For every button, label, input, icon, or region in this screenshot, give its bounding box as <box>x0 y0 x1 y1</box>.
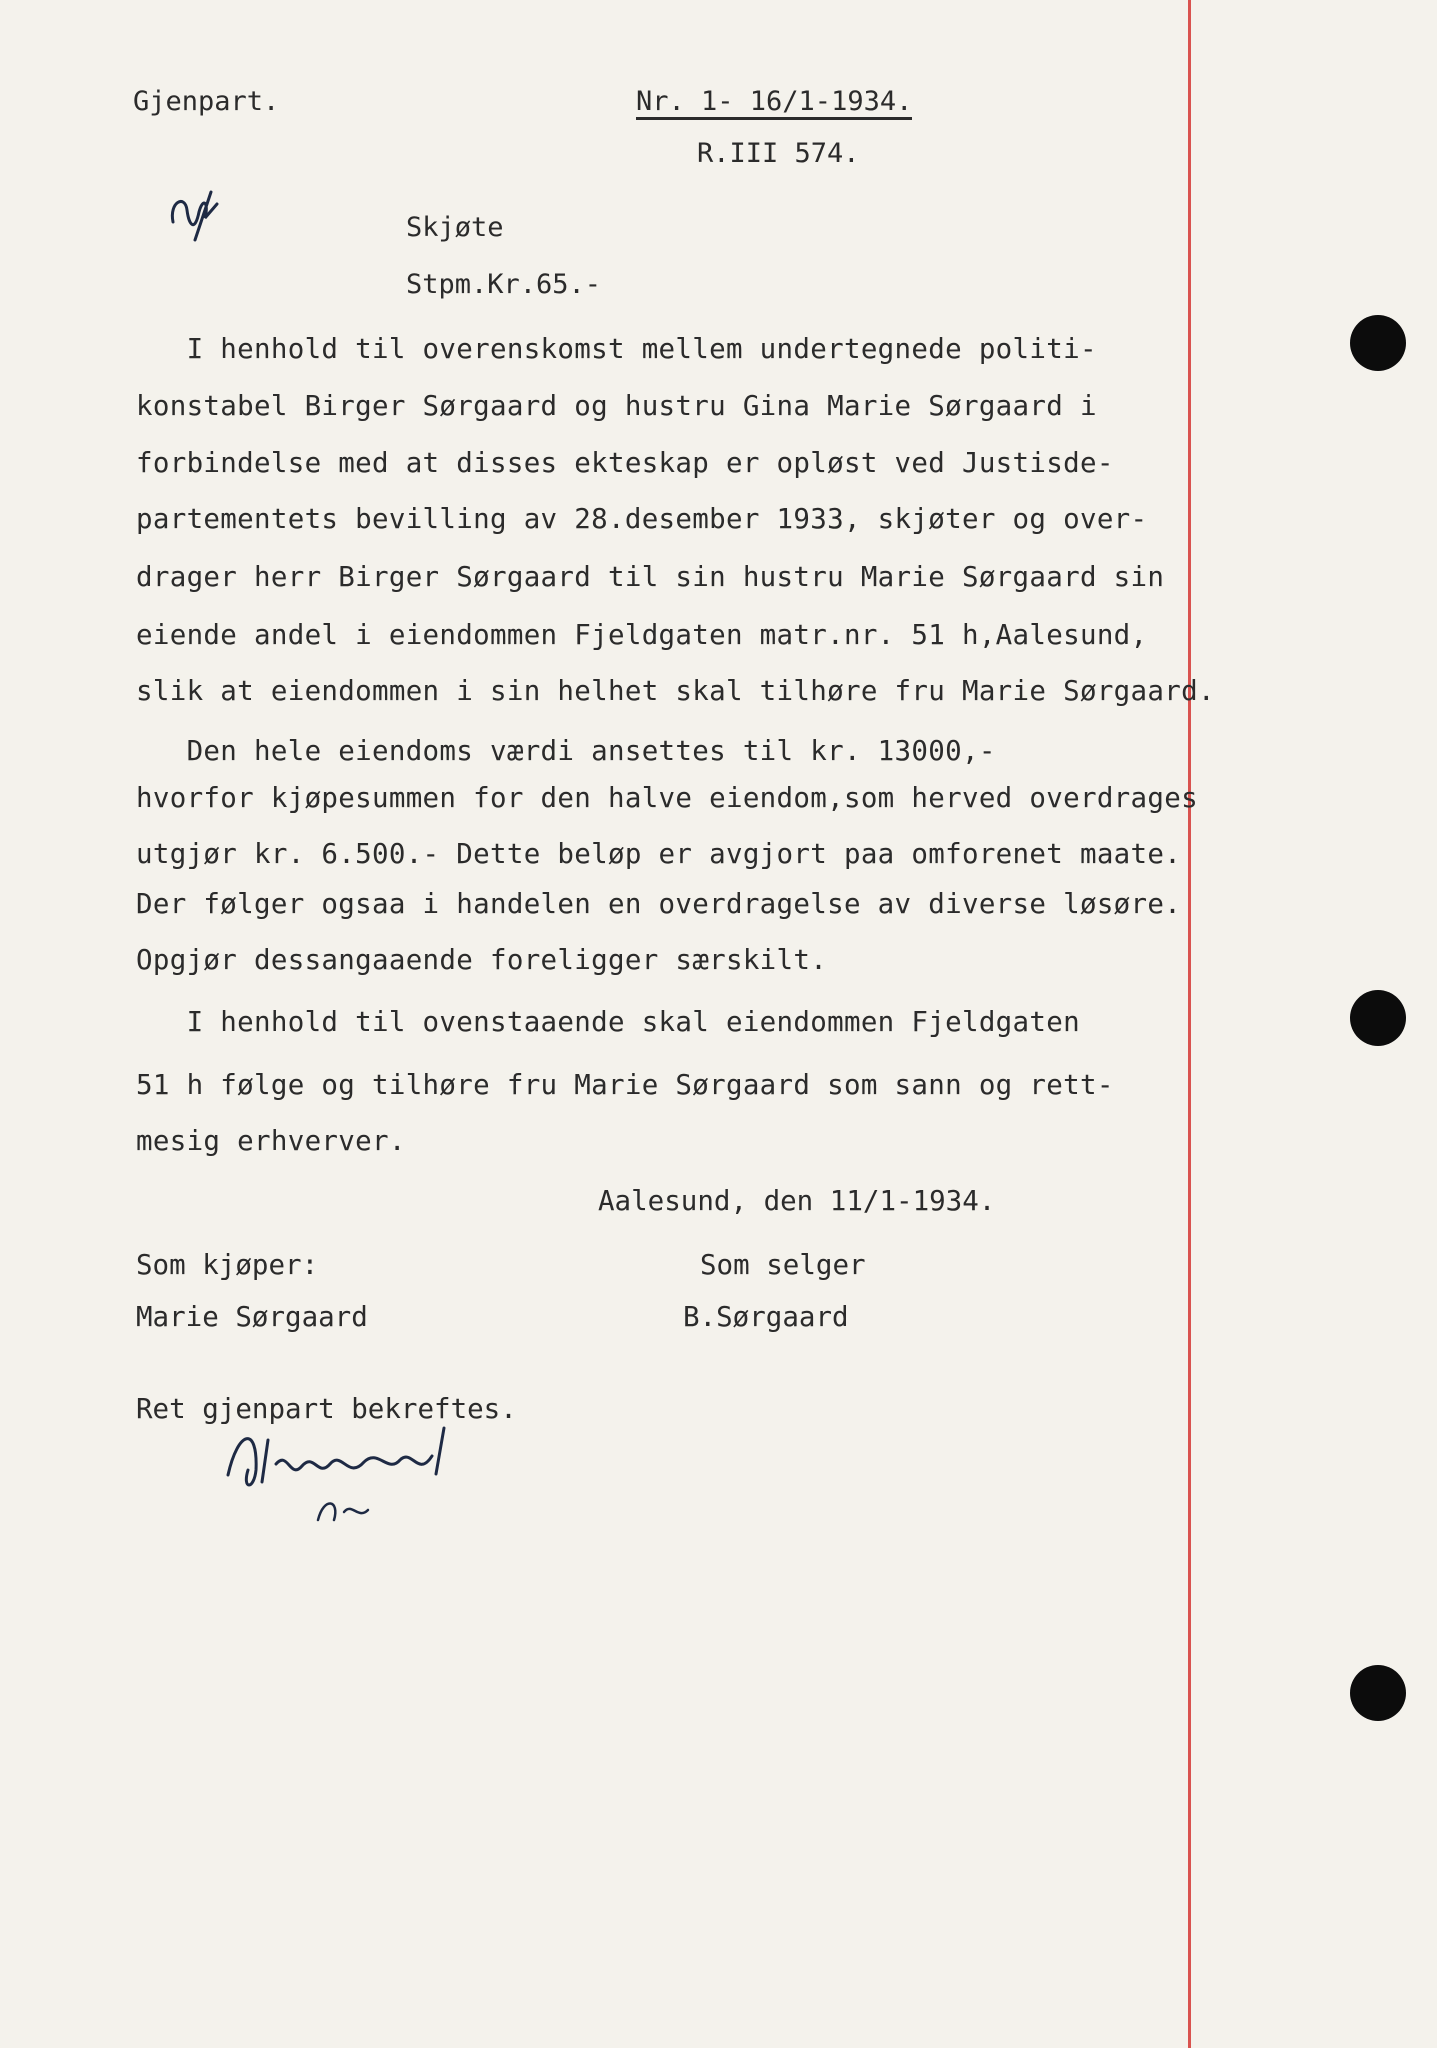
body-line: hvorfor kjøpesummen for den halve eiendom,som herved overdrages <box>136 782 1198 814</box>
body-line: I henhold til overenskomst mellem undertegnede politi- <box>136 333 1097 365</box>
punch-hole <box>1350 990 1406 1046</box>
stamp-duty: Stpm.Kr.65.- <box>406 269 602 300</box>
red-margin-line <box>1188 0 1191 2048</box>
seller-name: B.Sørgaard <box>683 1301 849 1333</box>
deed-title: Skjøte <box>406 212 504 243</box>
copy-label: Gjenpart. <box>133 86 280 117</box>
buyer-role: Som kjøper: <box>136 1249 319 1281</box>
body-line: slik at eiendommen i sin helhet skal tilhøre fru Marie Sørgaard. <box>136 675 1215 707</box>
signature-scrawl <box>218 1420 538 1530</box>
body-line: 51 h følge og tilhøre fru Marie Sørgaard som sann og rett- <box>136 1069 1114 1101</box>
punch-hole <box>1350 315 1406 371</box>
body-line: drager herr Birger Sørgaard til sin hustru Marie Sørgaard sin <box>136 561 1165 593</box>
handwritten-mark <box>165 182 235 252</box>
body-line: Opgjør dessangaaende foreligger særskilt. <box>136 944 828 976</box>
seller-role: Som selger <box>700 1249 866 1281</box>
body-line: eiende andel i eiendommen Fjeldgaten matr.nr. 51 h,Aalesund, <box>136 619 1148 651</box>
body-line: mesig erhverver. <box>136 1125 406 1157</box>
body-line: Der følger ogsaa i handelen en overdragelse av diverse løsøre. <box>136 888 1182 920</box>
document-number: Nr. 1- 16/1-1934. <box>636 88 912 120</box>
signature <box>218 1420 538 1530</box>
body-line: utgjør kr. 6.500.- Dette beløp er avgjort paa omforenet maate. <box>136 838 1182 870</box>
certification: Ret gjenpart bekreftes. <box>136 1393 517 1425</box>
body-line: I henhold til ovenstaaende skal eiendommen Fjeldgaten <box>136 1006 1080 1038</box>
body-line: Den hele eiendoms værdi ansettes til kr. 13000,- <box>136 735 996 767</box>
place-date: Aalesund, den 11/1-1934. <box>598 1185 996 1217</box>
body-line: forbindelse med at disses ekteskap er opløst ved Justisde- <box>136 447 1114 479</box>
body-line: konstabel Birger Sørgaard og hustru Gina Marie Sørgaard i <box>136 390 1097 422</box>
body-line: partementets bevilling av 28.desember 1933, skjøter og over- <box>136 503 1148 535</box>
register-reference: R.III 574. <box>697 138 860 169</box>
buyer-name: Marie Sørgaard <box>136 1301 368 1333</box>
punch-hole <box>1350 1665 1406 1721</box>
